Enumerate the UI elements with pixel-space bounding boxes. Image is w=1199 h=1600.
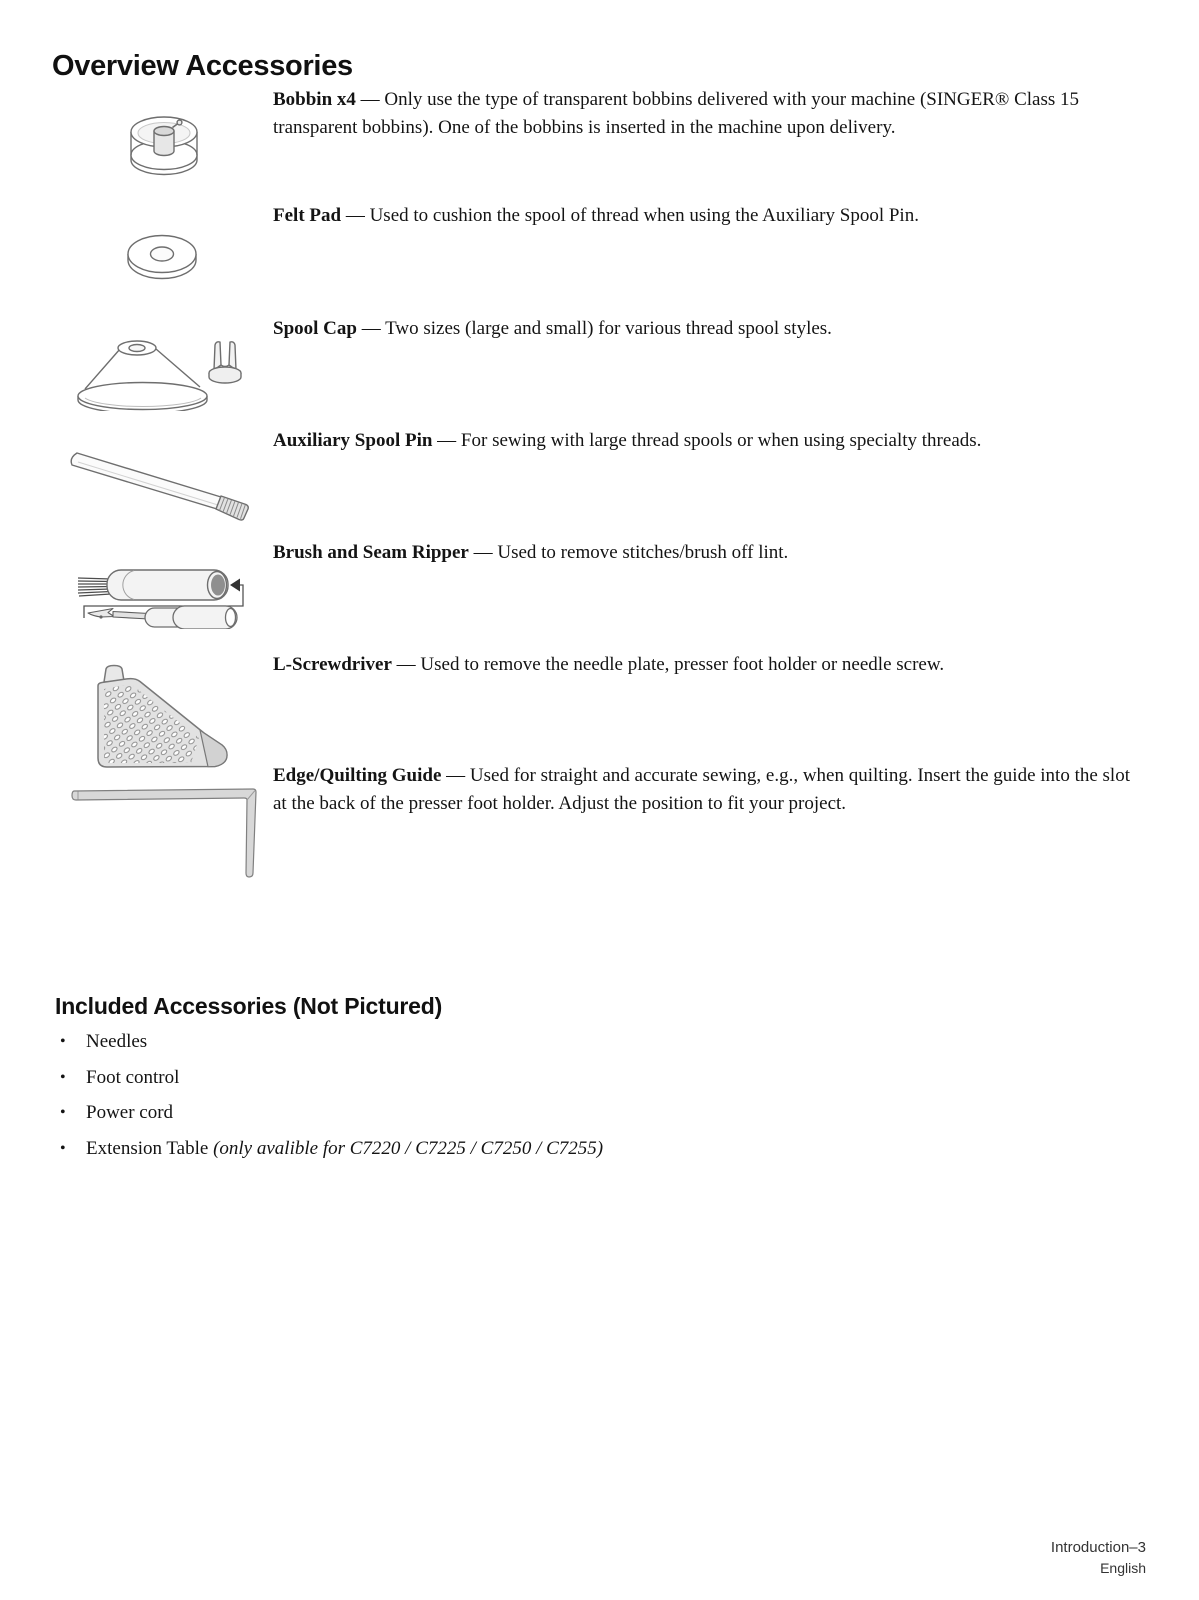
bobbin-icon [129,110,199,178]
accessory-description: Auxiliary Spool Pin — For sewing with large thread spools or when using specialty threads. [273,430,982,451]
included-accessories-list [57,1030,1137,1172]
brush-and-seam-ripper-illustration [77,563,245,629]
auxiliary-spool-pin-icon [69,449,251,521]
list-item: • Extension Table (only avalible for C7220 / C7225 / C7250 / C7255) [60,1137,604,1159]
felt-pad-icon [126,229,200,283]
spool-cap-icon [77,339,243,411]
auxiliary-spool-pin-illustration [69,449,251,521]
l-screwdriver-icon [91,662,233,774]
page-title: Overview Accessories [52,50,353,82]
edge-quilting-guide-illustration [70,787,260,879]
accessory-name: Felt Pad [273,205,342,226]
list-item: • Foot control [60,1066,180,1088]
bullet-icon: • [60,1139,66,1157]
page-footer [1051,1537,1146,1578]
footer-page-label: Introduction–3 [1050,1539,1146,1556]
accessory-name: Edge/Quilting Guide [273,765,442,786]
bullet-icon: • [60,1104,66,1121]
list-item: • Needles [60,1031,148,1052]
felt-pad-illustration [126,229,200,283]
footer-language-label: English [1100,1560,1146,1576]
spool-cap-illustration [77,339,243,411]
l-screwdriver-illustration [91,662,233,774]
accessory-name: Bobbin x4 [273,89,356,110]
accessory-description: Bobbin x4 — Only use the type of transparent bobbins delivered with your machine (SINGER® Class 15 transparent bobbins). One of the bobbins is inserted in the machine upon delivery. [273,89,1080,138]
list-item: • Power cord [60,1102,174,1123]
accessory-name: Spool Cap [273,318,357,339]
bobbin-illustration [129,110,199,178]
brush-and-seam-ripper-icon [77,563,245,629]
accessory-name: Auxiliary Spool Pin [273,430,433,451]
accessory-description: Brush and Seam Ripper — Used to remove stitches/brush off lint. [273,542,789,563]
accessory-name: L-Screwdriver [273,654,392,675]
accessory-description: L-Screwdriver — Used to remove the needle plate, presser foot holder or needle screw. [273,654,945,675]
accessory-description: Felt Pad — Used to cushion the spool of thread when using the Auxiliary Spool Pin. [273,205,919,226]
bullet-icon: • [60,1068,66,1086]
accessory-name: Brush and Seam Ripper [273,542,469,563]
included-accessories-heading: Included Accessories (Not Pictured) [55,993,443,1019]
edge-quilting-guide-icon [70,787,260,879]
accessory-description: Edge/Quilting Guide — Used for straight and accurate sewing, e.g., when quilting. Insert the guide into the slot at the back of the presser foot holder. Adjust the position to fit your project. [273,765,1130,814]
accessory-description: Spool Cap — Two sizes (large and small) for various thread spool styles. [273,318,832,339]
bullet-icon: • [60,1033,66,1050]
